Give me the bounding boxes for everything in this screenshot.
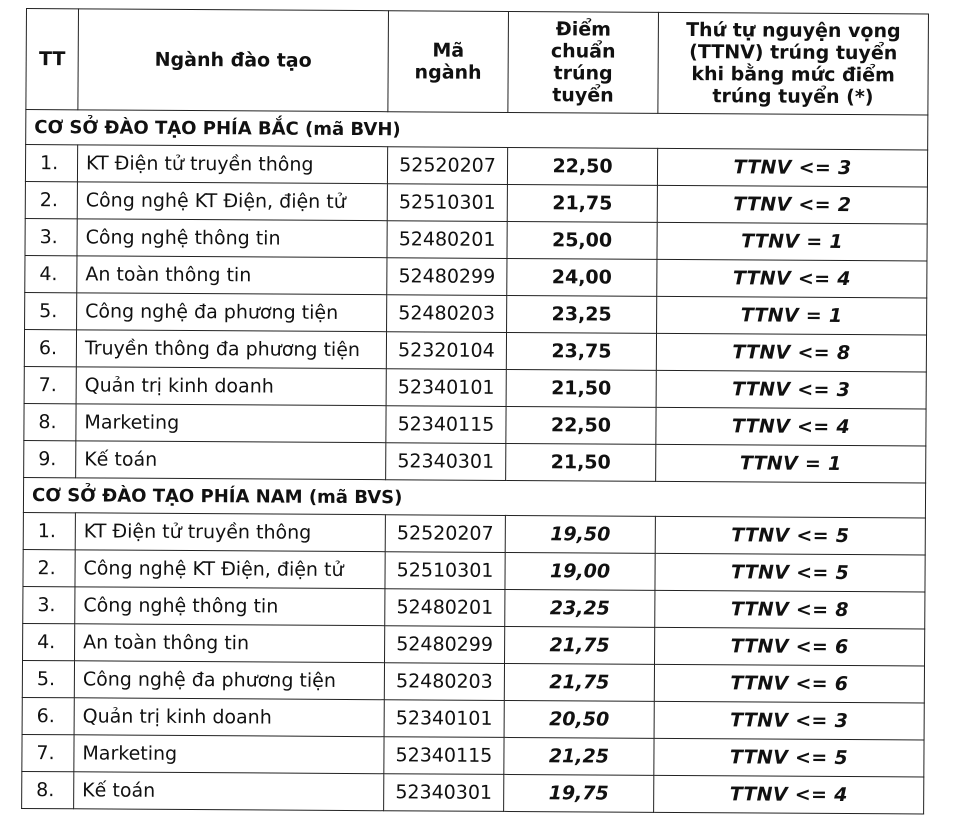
major-name: Quản trị kinh doanh (74, 698, 384, 737)
row-number: 8. (22, 771, 74, 808)
section-title-row (26, 110, 928, 151)
row-number: 8. (24, 403, 76, 440)
cutoff-score: 19,50 (505, 515, 655, 553)
ttnv-condition: TTNV <= 4 (657, 259, 927, 298)
ttnv-condition: TTNV <= 8 (656, 333, 926, 372)
ttnv-condition: TTNV = 1 (656, 444, 926, 483)
major-name: Marketing (74, 735, 384, 774)
major-code: 52480299 (387, 258, 507, 296)
major-code: 52340101 (386, 369, 506, 407)
major-name: KT Điện tử truyền thông (75, 513, 385, 552)
major-name: Kế toán (74, 772, 384, 811)
major-code: 52510301 (387, 184, 507, 222)
table-row (25, 145, 927, 188)
row-number: 5. (25, 292, 77, 329)
major-code: 52340301 (384, 774, 504, 812)
cutoff-score: 22,50 (507, 147, 657, 185)
cutoff-score: 19,00 (505, 552, 655, 590)
row-number: 2. (25, 181, 77, 218)
table-row (24, 366, 926, 409)
major-code: 52340101 (384, 700, 504, 738)
cutoff-score: 23,25 (507, 295, 657, 333)
admission-scores-document (21, 8, 928, 814)
major-code: 52340115 (384, 737, 504, 775)
major-code: 52520207 (387, 147, 507, 185)
ttnv-condition: TTNV <= 5 (654, 738, 924, 777)
ttnv-condition: TTNV <= 4 (656, 407, 926, 446)
cutoff-score: 21,75 (504, 663, 654, 701)
ttnv-condition: TTNV <= 4 (654, 775, 924, 814)
table-row (24, 440, 926, 483)
header-score: Điểm chuẩn trúng tuyển (508, 11, 659, 113)
cutoff-score: 21,75 (505, 626, 655, 664)
table-row (24, 329, 926, 372)
major-name: Công nghệ KT Điện, điện tử (75, 550, 385, 589)
major-name: Quản trị kinh doanh (76, 367, 386, 406)
major-code: 52480203 (387, 295, 507, 333)
major-code: 52480201 (387, 221, 507, 259)
south-campus-section (22, 477, 926, 814)
table-row (25, 255, 927, 298)
table-row (24, 403, 926, 446)
row-number: 6. (22, 697, 74, 734)
cutoff-score: 22,50 (506, 406, 656, 444)
cutoff-score: 23,25 (505, 589, 655, 627)
row-number: 3. (23, 586, 75, 623)
major-code: 52340115 (386, 406, 506, 444)
major-name: Công nghệ đa phương tiện (74, 661, 384, 700)
ttnv-condition: TTNV = 1 (657, 222, 927, 261)
north-section-title: CƠ SỞ ĐÀO TẠO PHÍA BẮC (mã BVH) (26, 110, 928, 151)
ttnv-condition: TTNV <= 3 (656, 370, 926, 409)
table-row (25, 292, 927, 335)
major-name: Công nghệ đa phương tiện (77, 293, 387, 332)
major-code: 52340301 (386, 443, 506, 481)
cutoff-score: 24,00 (507, 258, 657, 296)
table-row (23, 512, 925, 555)
row-number: 4. (23, 623, 75, 660)
major-code: 52480201 (385, 589, 505, 627)
row-number: 6. (24, 329, 76, 366)
major-code: 52480299 (385, 626, 505, 664)
row-number: 3. (25, 218, 77, 255)
ttnv-condition: TTNV <= 3 (654, 701, 924, 740)
table-row (25, 181, 927, 224)
table-row (23, 623, 925, 666)
table-row (22, 734, 924, 777)
major-name: Marketing (76, 404, 386, 443)
major-name: An toàn thông tin (77, 256, 387, 295)
table-row (22, 660, 924, 703)
table-row (25, 218, 927, 261)
cutoff-score: 23,75 (506, 332, 656, 370)
major-code: 52480203 (384, 663, 504, 701)
row-number: 7. (24, 366, 76, 403)
row-number: 9. (24, 440, 76, 477)
row-number: 1. (25, 145, 77, 182)
major-name: Công nghệ thông tin (77, 219, 387, 258)
row-number: 1. (23, 512, 75, 549)
ttnv-condition: TTNV <= 3 (657, 148, 927, 187)
header-code: Mã ngành (388, 11, 509, 113)
cutoff-score: 21,75 (507, 184, 657, 222)
south-section-title: CƠ SỞ ĐÀO TẠO PHÍA NAM (mã BVS) (23, 477, 925, 518)
cutoff-score: 21,50 (506, 369, 656, 407)
major-name: KT Điện tử truyền thông (77, 145, 387, 184)
section-title-row (23, 477, 925, 518)
table-row (23, 549, 925, 592)
ttnv-condition: TTNV <= 6 (655, 627, 925, 666)
major-name: Truyền thông đa phương tiện (76, 330, 386, 369)
ttnv-condition: TTNV = 1 (657, 296, 927, 335)
north-campus-section (24, 110, 928, 484)
major-code: 52510301 (385, 552, 505, 590)
cutoff-score: 20,50 (504, 700, 654, 738)
table-row (22, 697, 924, 740)
major-name: Kế toán (76, 441, 386, 480)
cutoff-score: 19,75 (504, 774, 654, 812)
ttnv-condition: TTNV <= 6 (654, 664, 924, 703)
ttnv-condition: TTNV <= 5 (655, 516, 925, 555)
header-tt: TT (26, 9, 79, 110)
table-row (22, 771, 924, 814)
major-code: 52520207 (385, 515, 505, 553)
ttnv-condition: TTNV <= 5 (655, 553, 925, 592)
table-row (23, 586, 925, 629)
ttnv-condition: TTNV <= 2 (657, 185, 927, 224)
major-name: Công nghệ thông tin (75, 587, 385, 626)
major-code: 52320104 (386, 332, 506, 370)
cutoff-score: 21,50 (506, 443, 656, 481)
row-number: 5. (22, 660, 74, 697)
row-number: 7. (22, 734, 74, 771)
ttnv-condition: TTNV <= 8 (655, 590, 925, 629)
table-header-row (26, 9, 929, 116)
cutoff-score: 25,00 (507, 221, 657, 259)
major-name: An toàn thông tin (75, 624, 385, 663)
admission-scores-table (21, 8, 929, 815)
major-name: Công nghệ KT Điện, điện tử (77, 182, 387, 221)
cutoff-score: 21,25 (504, 737, 654, 775)
header-ttnv: Thứ tự nguyện vọng (TTNV) trúng tuyển khi bằng mức điểm trúng tuyển (*) (658, 12, 929, 115)
row-number: 4. (25, 255, 77, 292)
row-number: 2. (23, 549, 75, 586)
header-major: Ngành đào tạo (78, 9, 389, 112)
